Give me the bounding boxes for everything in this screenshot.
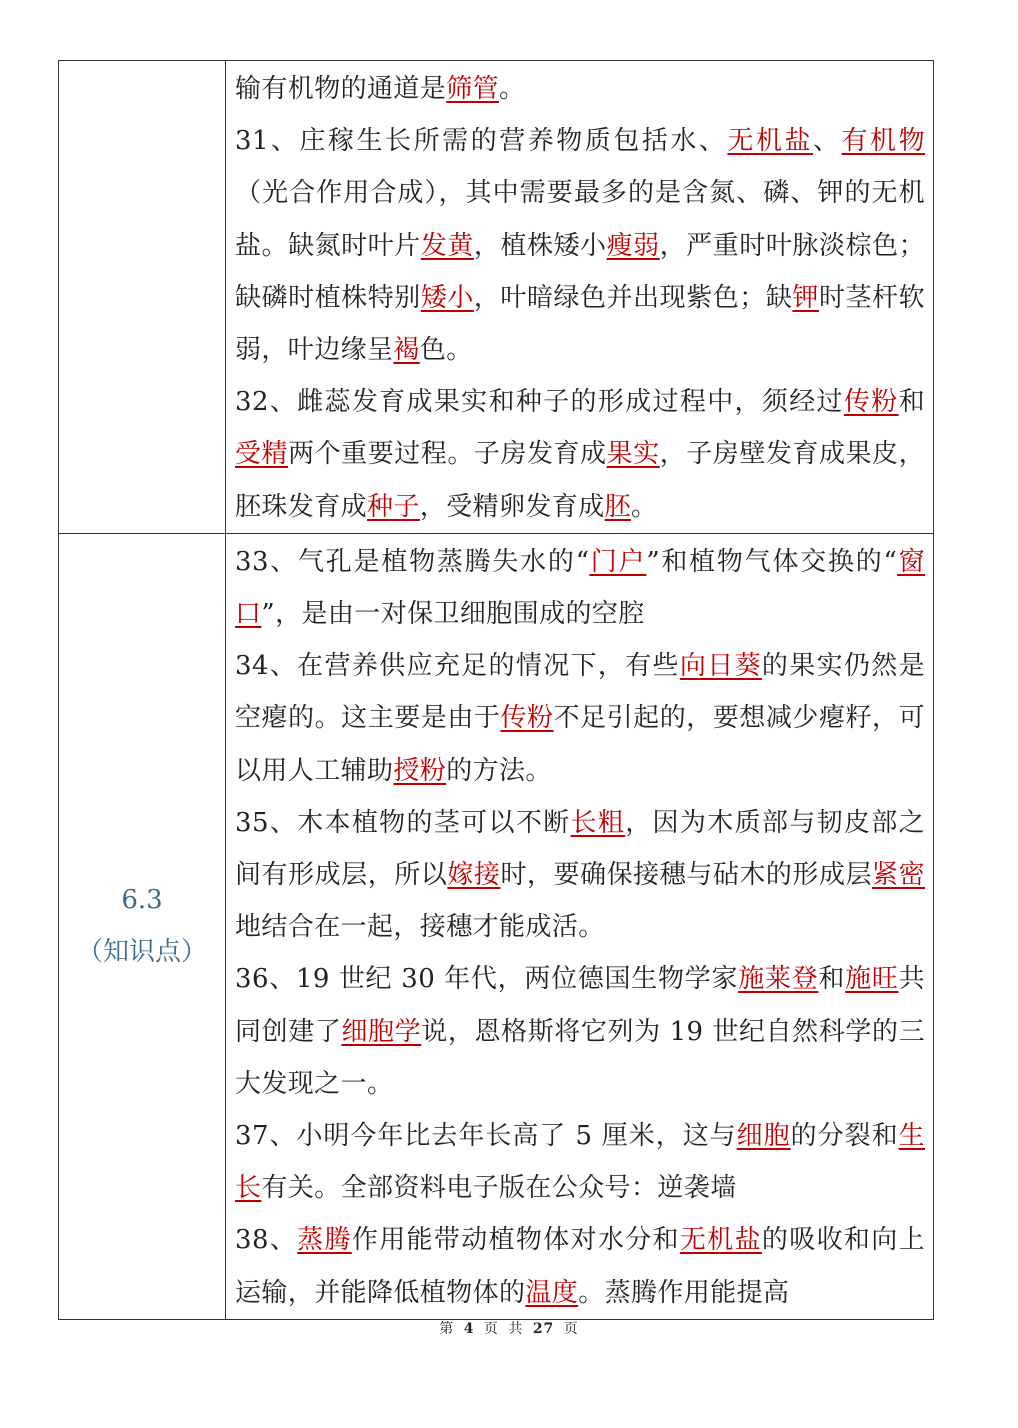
text-segment: ，严重时叶脉淡棕色；缺磷时植株特别 [235, 230, 925, 313]
highlighted-term: 门户 [589, 546, 647, 577]
text-segment: 时茎杆软弱，叶边缘呈 [235, 282, 925, 366]
highlighted-term: 细胞学 [341, 1016, 422, 1047]
section-label-number: 6.3 [121, 885, 163, 916]
highlighted-term: 瘦弱 [606, 230, 660, 261]
footer-mid2: 共 [508, 1321, 524, 1337]
content-cell [226, 533, 934, 1319]
table-row [59, 61, 934, 534]
highlighted-term: 传粉 [500, 703, 554, 734]
highlighted-term: 矮小 [420, 282, 474, 313]
text-segment: 、 [813, 126, 842, 157]
text-segment: 的分裂和 [790, 1121, 899, 1152]
text-segment: 时，要确保接穗与砧木的形成层 [500, 860, 873, 891]
text-segment: ，子房壁发育成果皮，胚珠发育成 [235, 439, 925, 522]
highlighted-term: 胚 [604, 491, 632, 522]
paragraph [235, 115, 925, 376]
text-segment: 的方法。 [446, 755, 552, 786]
highlighted-term: 有机物 [841, 126, 925, 157]
text-segment: ，植株矮小 [473, 230, 607, 261]
footer-pre: 第 [439, 1321, 455, 1337]
footer-mid1: 页 [483, 1321, 499, 1337]
text-segment: 有关。全部资料电子版在公众号：逆袭墙 [261, 1173, 737, 1204]
highlighted-term: 施莱登 [738, 964, 819, 995]
text-segment: 输有机物的通道是 [235, 74, 447, 104]
highlighted-term: 筛管 [446, 74, 500, 104]
text-segment: ”和植物气体交换的“ [646, 546, 898, 577]
paragraph [235, 1214, 925, 1318]
text-segment: 和 [818, 964, 846, 995]
highlighted-term: 温度 [525, 1277, 579, 1308]
highlighted-term: 授粉 [393, 755, 447, 786]
text-segment: 36、19 世纪 30 年代，两位德国生物学家 [235, 964, 739, 995]
left-cell-empty [59, 61, 226, 534]
text-segment: 。 [631, 491, 658, 522]
highlighted-term: 长粗 [570, 807, 626, 838]
highlighted-term: 嫁接 [447, 860, 501, 891]
highlighted-term: 受精 [235, 439, 289, 470]
text-segment: ，因为木质部与韧皮部之间有形成层，所以 [235, 807, 925, 891]
page-footer [0, 1318, 1018, 1338]
text-segment: 色。 [419, 335, 473, 366]
highlighted-term: 发黄 [420, 230, 474, 261]
text-segment: 35、木本植物的茎可以不断 [235, 807, 571, 838]
text-segment: 的果实仍然是空瘪的。这主要是由于 [235, 651, 925, 734]
text-segment: （光合作用合成），其中需要最多的是含氮、磷、钾的无机盐。缺氮时叶片 [235, 178, 925, 261]
highlighted-term: 施旺 [845, 964, 899, 995]
text-segment: 和 [898, 387, 925, 418]
highlighted-term: 钾 [792, 282, 819, 313]
paragraph [235, 953, 925, 1110]
paragraph [235, 797, 925, 954]
highlighted-term: 窗口 [235, 546, 925, 630]
highlighted-term: 无机盐 [727, 126, 813, 157]
highlighted-term: 紧密 [872, 860, 925, 891]
section-label-text: （知识点） [76, 937, 207, 968]
paragraph [235, 376, 925, 533]
content-cell [226, 61, 934, 534]
highlighted-term: 蒸腾 [297, 1225, 352, 1256]
text-segment: 。 [499, 74, 526, 104]
section-content [226, 534, 933, 1319]
text-segment: 作用能带动植物体对水分和 [351, 1225, 680, 1256]
highlighted-term: 细胞 [736, 1121, 791, 1152]
text-segment: 31、庄稼生长所需的营养物质包括水、 [235, 126, 728, 157]
text-segment: 34、在营养供应充足的情况下，有些 [235, 651, 680, 682]
highlighted-term: 无机盐 [679, 1225, 762, 1256]
section-label [59, 534, 225, 1319]
highlighted-term: 生长 [235, 1121, 926, 1204]
paragraph [235, 536, 925, 640]
text-segment: 。蒸腾作用能提高 [578, 1277, 790, 1308]
text-segment: 38、 [235, 1225, 298, 1256]
paragraph [235, 640, 925, 797]
text-segment: 说，恩格斯将它列为 19 世纪自然科学的三大发现之一。 [235, 1016, 926, 1099]
text-segment: 37、小明今年比去年长高了 5 厘米，这与 [235, 1121, 737, 1152]
text-segment: 的吸收和向上运输，并能降低植物体的 [235, 1225, 926, 1308]
paragraph [235, 63, 925, 115]
text-segment: 共同创建了 [235, 964, 926, 1047]
text-segment: ”，是由一对保卫细胞围成的空腔 [261, 599, 645, 630]
text-segment: 不足引起的，要想减少瘪籽，可以用人工辅助 [235, 703, 925, 786]
highlighted-term: 果实 [606, 439, 660, 470]
section-content [226, 61, 933, 533]
highlighted-term: 褐 [393, 335, 420, 366]
notes-table [58, 60, 934, 1320]
text-segment: 地结合在一起，接穗才能成活。 [235, 912, 605, 943]
highlighted-term: 向日葵 [679, 651, 762, 682]
text-segment: 33、气孔是植物蒸腾失水的“ [235, 546, 590, 577]
text-segment: 两个重要过程。子房发育成 [288, 439, 607, 470]
footer-post: 页 [563, 1321, 579, 1337]
left-cell-label [59, 533, 226, 1319]
text-segment: ，叶暗绿色并出现紫色；缺 [473, 282, 793, 313]
highlighted-term: 传粉 [843, 387, 899, 418]
text-segment: ，受精卵发育成 [419, 491, 605, 522]
footer-page-number: 4 [463, 1321, 475, 1337]
paragraph [235, 1110, 925, 1214]
text-segment: 32、雌蕊发育成果实和种子的形成过程中，须经过 [235, 387, 844, 418]
table-row [59, 533, 934, 1319]
highlighted-term: 种子 [367, 491, 420, 522]
footer-total-pages: 27 [532, 1321, 555, 1337]
